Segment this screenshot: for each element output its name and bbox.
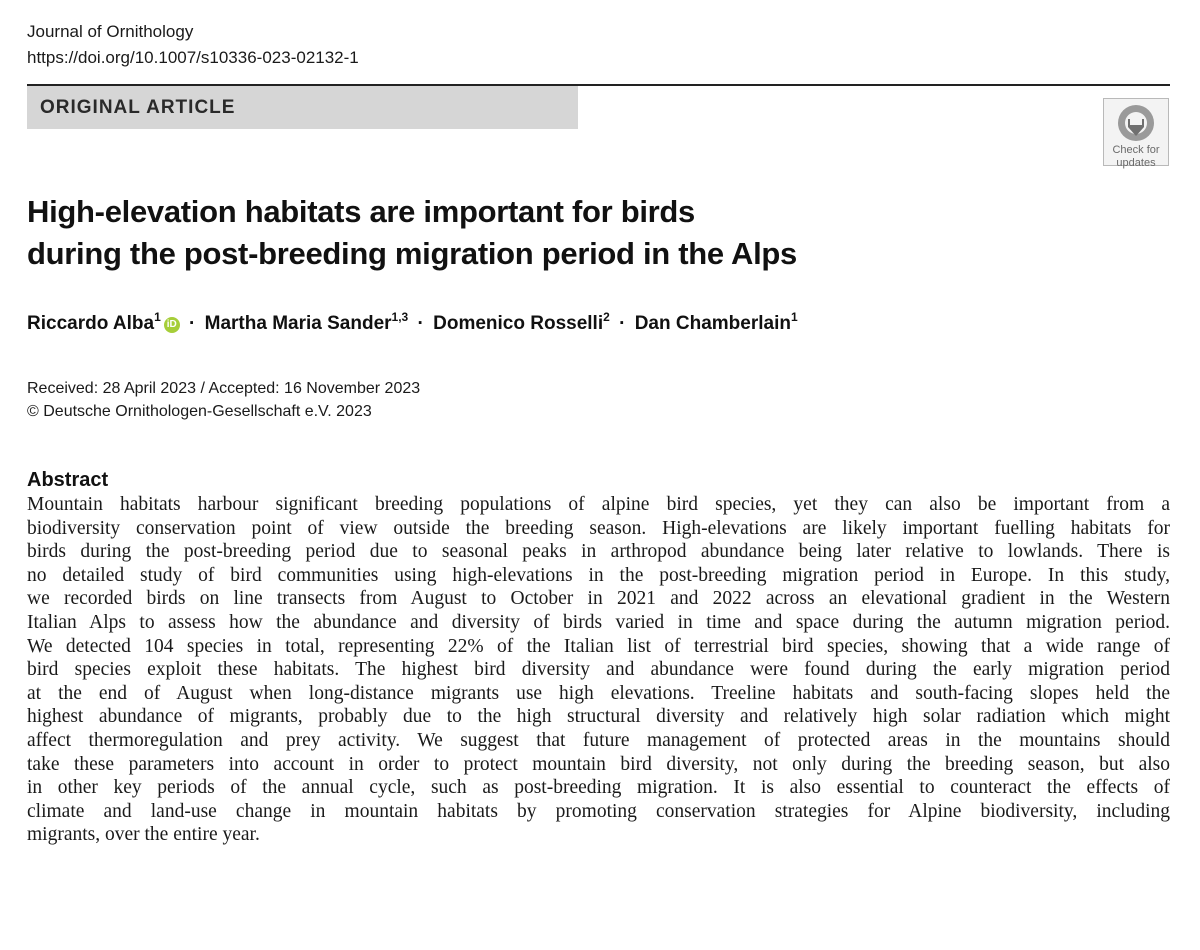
abstract-line: biodiversity conservation point of view outside the breeding season. High-elevations are likely important fuelling habitats for (27, 517, 1170, 539)
abstract-line: bird species exploit these habitats. The highest bird diversity and abundance were found during the early migration period (27, 659, 1170, 681)
check-for-updates-badge[interactable] (1103, 98, 1169, 169)
title-line: during the post-breeding migration period in the Alps (27, 236, 797, 271)
orcid-icon[interactable]: iD (164, 317, 180, 333)
author-separator: · (189, 313, 196, 334)
check-updates-icon (1116, 103, 1156, 143)
received-accepted-dates: Received: 28 April 2023 / Accepted: 16 November 2023 (27, 380, 421, 397)
author-affiliation: 1 (154, 310, 161, 324)
abstract-line: We detected 104 species in total, representing 22% of the Italian list of terrestrial bird species, showing that a wide range of (27, 635, 1170, 657)
author-name[interactable]: Riccardo Alba (27, 313, 155, 334)
abstract-line: climate and land-use change in mountain habitats by promoting conservation strategies for Alpine biodiversity, including (27, 800, 1170, 822)
abstract-line: at the end of August when long-distance migrants use high elevations. Treeline habitats and south-facing slopes held the (27, 682, 1170, 704)
author-list (27, 310, 798, 338)
abstract-line: no detailed study of bird communities using high-elevations in the post-breeding migration period in Europe. In this study, (27, 564, 1170, 586)
doi-link[interactable]: https://doi.org/10.1007/s10336-023-02132-1 (27, 48, 359, 67)
abstract-line: highest abundance of migrants, probably due to the high structural diversity and relatively high solar radiation which might (27, 706, 1170, 728)
abstract-line: we recorded birds on line transects from August to October in 2021 and 2022 across an elevational gradient in the Western (27, 588, 1170, 610)
abstract-heading: Abstract (27, 469, 109, 491)
author-affiliation: 2 (603, 310, 610, 324)
abstract-line: birds during the post-breeding period due to seasonal peaks in arthropod abundance being later relative to lowlands. There is (27, 541, 1170, 563)
abstract-line: take these parameters into account in order to protect mountain bird diversity, not only during the breeding season, but also (27, 753, 1170, 775)
title-line: High-elevation habitats are important for birds (27, 194, 695, 229)
copyright-notice: © Deutsche Ornithologen-Gesellschaft e.V. 2023 (27, 403, 372, 420)
article-type-banner: ORIGINAL ARTICLE (27, 86, 578, 129)
abstract-line: affect thermoregulation and prey activity. We suggest that future management of protected areas in the mountains should (27, 729, 1170, 751)
journal-name: Journal of Ornithology (27, 22, 194, 41)
abstract-line: migrants, over the entire year. (27, 824, 260, 846)
abstract-line: in other key periods of the annual cycle, such as post-breeding migration. It is also essential to counteract the effects of (27, 777, 1170, 799)
article-title (27, 191, 1127, 275)
author-separator: · (619, 313, 626, 334)
author-affiliation: 1 (790, 310, 798, 324)
author-name[interactable]: Domenico Rosselli (433, 313, 604, 334)
check-updates-line-2: updates (1116, 157, 1156, 169)
abstract-line: Mountain habitats harbour significant breeding populations of alpine bird species, yet they can also be important from a (27, 494, 1170, 515)
author-affiliation: 1,3 (391, 310, 409, 324)
check-updates-line-1: Check for (1112, 144, 1160, 156)
author-separator: · (417, 313, 424, 334)
author-name[interactable]: Martha Maria Sander (204, 313, 392, 334)
abstract-line: Italian Alps to assess how the abundance and diversity of birds varied in time and space during the autumn migration period. (27, 611, 1170, 633)
abstract-body (27, 493, 1170, 847)
author-name[interactable]: Dan Chamberlain (634, 313, 791, 334)
